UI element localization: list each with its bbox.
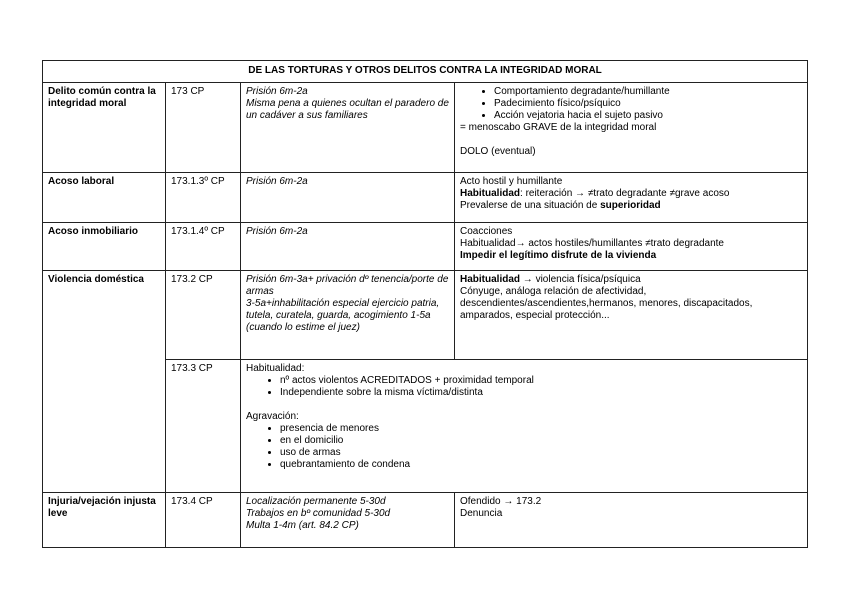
article: 173.1.4º CP (166, 223, 241, 271)
notes (241, 360, 808, 493)
crime-name: Acoso laboral (43, 173, 166, 223)
note-line: Coacciones (460, 226, 513, 237)
table-row (43, 83, 808, 173)
note-line: Cónyuge, análoga relación de afectividad, descendientes/ascendientes,hermanos, menores, discapacitados, amparados, especial protección... (460, 286, 753, 321)
penalty-line: Misma pena a quienes ocultan el paradero de un cadáver a sus familiares (246, 98, 449, 121)
article: 173.2 CP (166, 271, 241, 360)
penalty (241, 83, 455, 173)
crime-name: Acoso inmobiliario (43, 223, 166, 271)
note-line (460, 274, 802, 286)
penalty-line: Prisión 6m-3a+ privación dº tenencia/porte de armas (246, 274, 449, 297)
list-item: • en el domicilio (280, 435, 802, 447)
penalty-line: 3-5a+inhabilitación especial ejercicio patria, tutela, curatela, guarda, acogimiento 1-5a (cuando lo estime el juez) (246, 298, 440, 333)
notes (455, 223, 808, 271)
note-line: Ofendido → 173.2 (460, 496, 542, 507)
note-text: Prevalerse de una situación de (460, 200, 601, 211)
list-item: • Padecimiento físico/psíquico (494, 98, 802, 110)
article: 173.1.3º CP (166, 173, 241, 223)
note-line: DOLO (eventual) (460, 146, 536, 157)
list-item: • quebrantamiento de condena (280, 459, 802, 471)
bullet-list (246, 423, 802, 471)
table-title-row (43, 61, 808, 83)
bullet-list (460, 86, 802, 122)
penalty (241, 271, 455, 360)
crime-name: Delito común contra la integridad moral (43, 83, 166, 173)
table-row (43, 493, 808, 548)
list-item: • Independiente sobre la misma víctima/distinta (280, 387, 802, 399)
note-text: → violencia física/psíquica (520, 274, 641, 285)
bold-term: Habitualidad (460, 274, 521, 285)
article: 173.4 CP (166, 493, 241, 548)
crimes-table (42, 60, 808, 548)
list-item: • uso de armas (280, 447, 802, 459)
penalty-line: Prisión 6m-2a (246, 86, 308, 97)
table-row (43, 223, 808, 271)
article: 173.3 CP (166, 360, 241, 493)
table-title: DE LAS TORTURAS Y OTROS DELITOS CONTRA LA INTEGRIDAD MORAL (43, 61, 808, 83)
penalty-line: Trabajos en bº comunidad 5-30d (246, 508, 391, 519)
penalty-line: Localización permanente 5-30d (246, 496, 386, 507)
penalty (241, 493, 455, 548)
penalty-line: Multa 1-4m (art. 84.2 CP) (246, 520, 359, 531)
table-row (43, 271, 808, 360)
crime-name: Violencia doméstica (43, 271, 166, 493)
section-label: Agravación: (246, 411, 299, 422)
notes (455, 173, 808, 223)
penalty: Prisión 6m-2a (241, 173, 455, 223)
bullet-list (246, 375, 802, 399)
crime-name: Injuria/vejación injusta leve (43, 493, 166, 548)
note-line (460, 200, 802, 212)
list-item: • Comportamiento degradante/humillante (494, 86, 802, 98)
article: 173 CP (166, 83, 241, 173)
note-line: Denuncia (460, 508, 503, 519)
list-item: • presencia de menores (280, 423, 802, 435)
note-line: Impedir el legítimo disfrute de la vivienda (460, 250, 657, 261)
list-item: • Acción vejatoria hacia el sujeto pasivo (494, 110, 802, 122)
table-row (43, 173, 808, 223)
section-label: Habitualidad: (246, 363, 305, 374)
notes (455, 83, 808, 173)
bold-term: Habitualidad (460, 188, 521, 199)
note-line (460, 188, 802, 200)
note-line: = menoscabo GRAVE de la integridad moral (460, 122, 657, 133)
list-item: • nº actos violentos ACREDITADOS + proximidad temporal (280, 375, 802, 387)
note-text: : reiteración → ≠trato degradante ≠grave acoso (520, 188, 730, 199)
note-line: Acto hostil y humillante (460, 176, 563, 187)
penalty: Prisión 6m-2a (241, 223, 455, 271)
notes (455, 493, 808, 548)
bold-term: superioridad (600, 200, 661, 211)
note-line: Habitualidad→ actos hostiles/humillantes ≠trato degradante (460, 238, 724, 249)
notes (455, 271, 808, 360)
